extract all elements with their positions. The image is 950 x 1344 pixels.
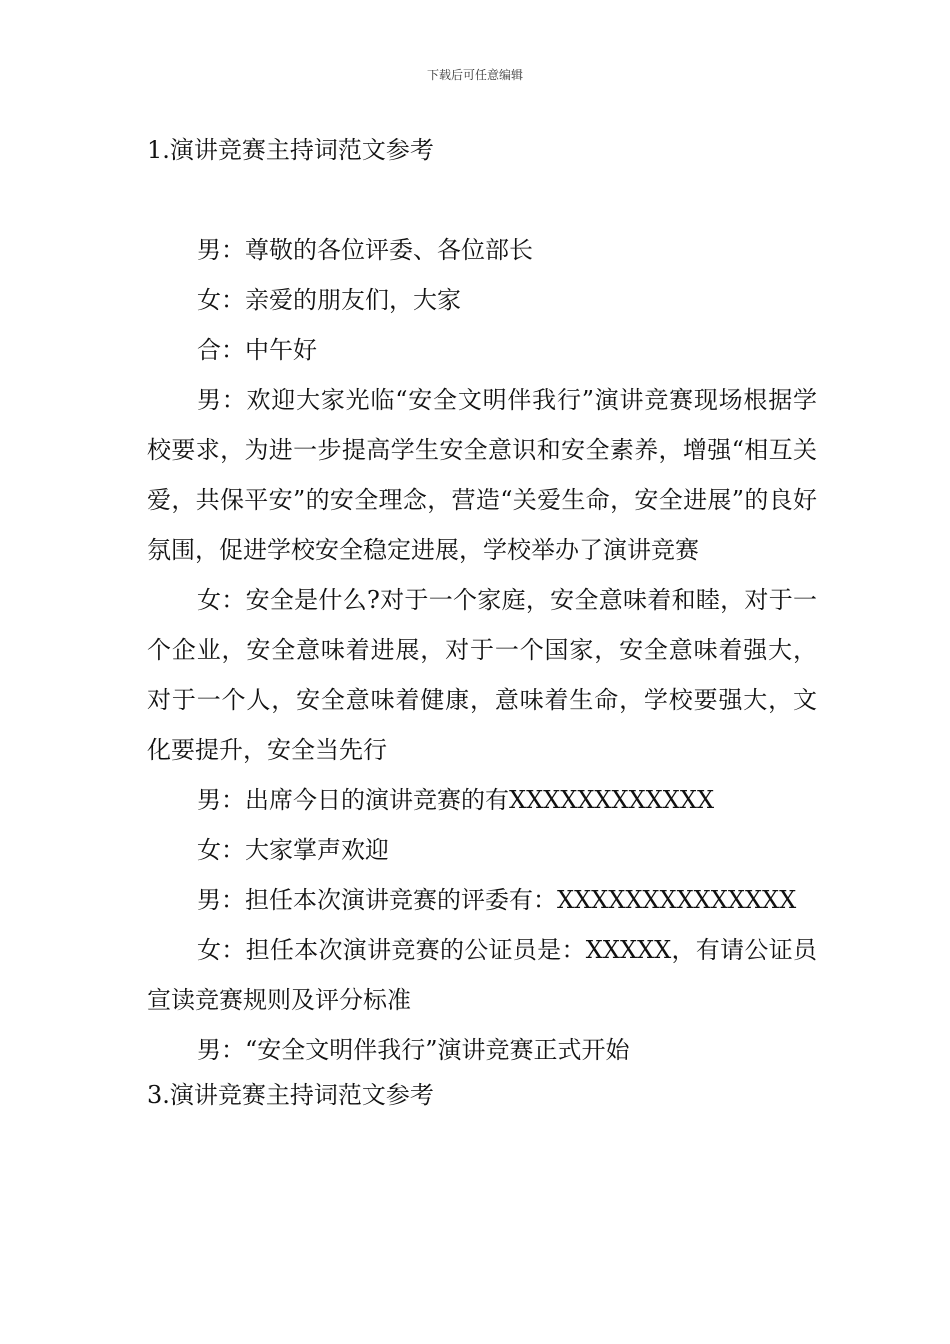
page-header-note: 下载后可任意编辑: [426, 68, 523, 82]
section-heading: 3.演讲竞赛主持词范文参考: [147, 1081, 434, 1109]
paragraph: 女：安全是什么?对于一个家庭，安全意味着和睦，对于一个企业，安全意味着进展，对于一个国家，安全意味着强大，对于一个人，安全意味着健康，意味着生命，学校要强大，文化要提升，安全当先行: [147, 586, 817, 764]
paragraph: 男：欢迎大家光临“安全文明伴我行”演讲竞赛现场根据学校要求，为进一步提高学生安全意识和安全素养，增强“相互关爱，共保平安”的安全理念，营造“关爱生命，安全进展”的良好氛围，促进学校安全稳定进展，学校举办了演讲竞赛: [147, 386, 817, 564]
paragraph: 女：大家掌声欢迎: [197, 836, 389, 864]
paragraph: 男：担任本次演讲竞赛的评委有：XXXXXXXXXXXXXX: [197, 886, 797, 914]
section-heading: 1.演讲竞赛主持词范文参考: [147, 136, 434, 164]
paragraph: 男：出席今日的演讲竞赛的有XXXXXXXXXXXX: [197, 786, 715, 814]
paragraph: 男：尊敬的各位评委、各位部长: [197, 236, 533, 264]
paragraph: 合：中午好: [197, 336, 317, 364]
paragraph: 男：“安全文明伴我行”演讲竞赛正式开始: [197, 1036, 630, 1064]
document-body: [147, 130, 817, 1115]
paragraph: 女：担任本次演讲竞赛的公证员是：XXXXX，有请公证员宣读竞赛规则及评分标准: [147, 936, 817, 1014]
paragraph: 女：亲爱的朋友们，大家: [197, 286, 461, 314]
